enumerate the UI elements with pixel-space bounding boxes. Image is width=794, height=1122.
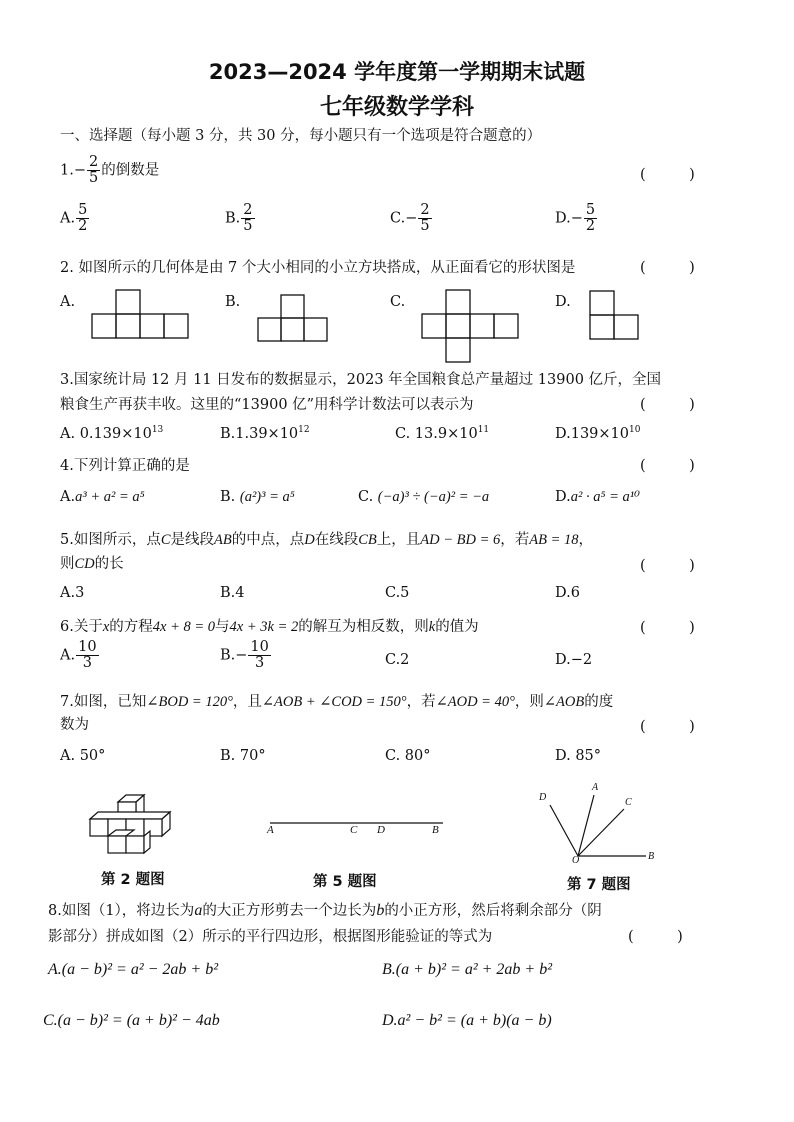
q3-option-c: C. $13.9\times 10^{11}$ [395,425,490,442]
question-8-line2: 影部分）拼成如图（2）所示的平行四边形，根据图形能验证的等式为 [48,929,493,945]
q3-option-a: A. $0.139\times 10^{13}$ [60,425,164,442]
q2-label-a: A. [60,294,76,310]
answer-paren-5: ( ) [640,558,695,574]
fig7-angle-rays [540,785,660,865]
q3-option-b: $B.1.39\times 10^{12}$ [220,425,310,442]
question-3-line2: 粮食生产再获丰收。这里的“13900 亿”用科学计数法可以表示为 [60,397,474,413]
fig2-caption: 第 2 题图 [101,872,165,888]
fig2-cube-stack [88,790,198,862]
question-5-line2: 则CD的长 [60,556,124,572]
q6-option-c: C.2 [385,652,410,668]
answer-paren-3: ( ) [640,397,695,413]
q7-option-d: D. 85° [555,748,602,764]
q2-option-a-figure [92,290,188,338]
fig5-point-a: A [267,824,274,836]
answer-paren-1: ( ) [640,167,695,183]
fig7-point-d: D [539,792,547,803]
fig5-caption: 第 5 题图 [313,874,377,890]
answer-paren-6: ( ) [640,620,695,636]
answer-paren-4: ( ) [640,458,695,474]
q8-option-c: C.(a − b)² = (a + b)² − 4ab [43,1012,220,1029]
q8-option-b: B.(a + b)² = a² + 2ab + b² [382,961,553,978]
question-5-line1: 5.如图所示，点C是线段AB的中点，点D在线段CB上，且AD − BD = 6，若AB = 18， [60,532,593,548]
q5-option-d: D.6 [555,585,580,601]
fig7-caption: 第 7 题图 [567,877,631,893]
fig7-point-o: O [572,855,580,866]
exam-subtitle: 七年级数学学科 [319,95,474,120]
question-1-stem: 1.− $\frac{2}{5}$ 的倒数是 [60,154,160,187]
q2-label-c: C. [390,294,406,310]
q7-option-a: A. 50° [60,748,106,764]
question-2-stem: 2. 如图所示的几何体是由 7 个大小相同的小立方块搭成，从正面看它的形状图是 [60,260,576,276]
q6-option-a: A. $\frac{10}{3}$ [60,639,97,672]
fig5-point-d: D [377,824,385,836]
q1-option-d: D.− $\frac{5}{2}$ [555,202,596,235]
question-7-line2: 数为 [60,717,89,733]
question-4-stem: 4.下列计算正确的是 [60,458,190,474]
q1-option-c: C.− $\frac{2}{5}$ [390,202,430,235]
exam-title: 2023—2024 学年度第一学期期末试题 [208,60,586,84]
q3-option-d: $D.139\times 10^{10}$ [555,425,641,442]
q2-option-b-figure [258,295,328,341]
q5-option-b: B.4 [220,585,245,601]
fig5-point-b: B [432,824,439,836]
q5-option-a: A.3 [60,585,85,601]
q1-option-a: A. $\frac{5}{2}$ [60,202,88,235]
answer-paren-8: ( ) [628,929,683,945]
fig7-point-b: B [648,851,655,862]
fig5-segment [265,818,450,838]
q4-option-b: B. (a²)³ = a⁵ [220,489,295,505]
q4-option-c: C. (−a)³ ÷ (−a)² = −a [358,489,490,505]
q6-option-d: D.−2 [555,652,593,668]
q2-label-d: D. [555,294,571,310]
answer-paren-7: ( ) [640,719,695,735]
fig5-point-c: C [350,824,358,836]
q4-option-d: D.a² · a⁵ = a¹⁰ [555,489,640,505]
answer-paren-2: ( ) [640,260,695,276]
q2-option-d-figure [590,291,638,339]
q8-option-d: D.a² − b² = (a + b)(a − b) [382,1012,552,1029]
question-3-line1: 3.国家统计局 12 月 11 日发布的数据显示，2023 年全国粮食总产量超过 13900 亿斤，全国 [60,372,662,388]
question-7-line1: 7.如图，已知∠BOD = 120°，且∠AOB + ∠COD = 150°，若∠AOD = 40°，则∠AOB的度 [60,694,614,710]
q7-option-c: C. 80° [385,748,431,764]
question-6-stem: 6.关于x的方程4x + 8 = 0与4x + 3k = 2的解互为相反数，则k的值为 [60,619,479,635]
fig7-point-a: A [592,782,599,793]
q1-option-b: B. $\frac{2}{5}$ [225,202,253,235]
q5-option-c: C.5 [385,585,410,601]
question-8-line1: 8.如图（1），将边长为a的大正方形剪去一个边长为b的小正方形，然后将剩余部分（阴 [48,902,602,919]
q8-option-a: A.(a − b)² = a² − 2ab + b² [48,961,219,978]
q6-option-b: B.− $\frac{10}{3}$ [220,639,269,672]
q2-label-b: B. [225,294,241,310]
q7-option-b: B. 70° [220,748,266,764]
q4-option-a: A.a³ + a² = a⁵ [60,489,145,505]
q2-option-c-figure [422,290,518,362]
section-heading: 一、选择题（每小题 3 分，共 30 分，每小题只有一个选项是符合题意的） [60,128,542,144]
fig7-point-c: C [625,797,632,808]
